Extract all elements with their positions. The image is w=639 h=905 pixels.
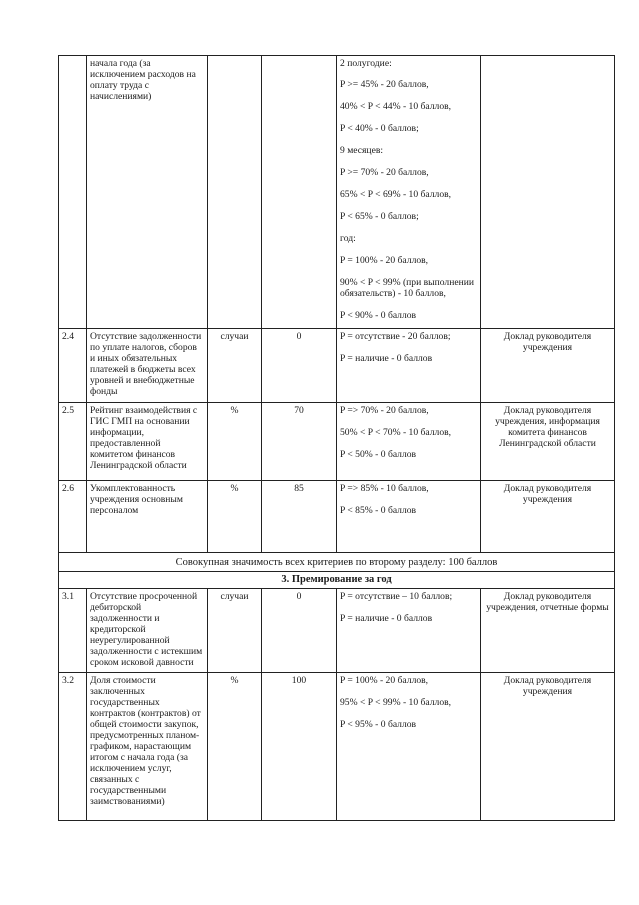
section-header-row xyxy=(59,572,615,589)
criteria-line: P >= 70% - 20 баллов, xyxy=(340,167,429,178)
criteria-line: 90% < P < 99% (при выполнении обязательств) - 10 баллов, xyxy=(340,277,474,299)
criteria-table xyxy=(58,55,615,821)
criterion-name: Отсутствие задолженности по уплате налогов, сборов и иных обязательных платежей в бюджеты всех уровней и внебюджетные фонды xyxy=(87,329,208,403)
weight-cell xyxy=(262,56,337,329)
criteria-line: 9 месяцев: xyxy=(340,145,384,156)
criterion-name: Доля стоимости заключенных государственных контрактов (контрактов) от общей стоимости закупок, предусмотренных планом-графиком, нарастающим итогом с начала года (за исключением услуг, связанных с государственными заимствованиями) xyxy=(87,673,208,821)
unit-cell: % xyxy=(208,673,262,821)
criteria-line: 50% < P < 70% - 10 баллов, xyxy=(340,427,452,438)
weight-cell: 0 xyxy=(262,589,337,673)
criteria-cell xyxy=(337,56,481,329)
criterion-name: Рейтинг взаимодействия с ГИС ГМП на основании информации, предоставленной комитетом финансов Ленинградской области xyxy=(87,403,208,481)
criteria-cell xyxy=(337,403,481,481)
criteria-line: год: xyxy=(340,233,356,244)
unit-cell xyxy=(208,56,262,329)
unit-cell: % xyxy=(208,403,262,481)
source-cell: Доклад руководителя учреждения xyxy=(481,673,615,821)
criteria-line: P = наличие - 0 баллов xyxy=(340,613,433,624)
criteria-line: P => 85% - 10 баллов, xyxy=(340,483,429,494)
source-cell: Доклад руководителя учреждения, отчетные формы xyxy=(481,589,615,673)
criteria-line: 40% < P < 44% - 10 баллов, xyxy=(340,101,452,112)
criteria-cell xyxy=(337,329,481,403)
weight-cell: 85 xyxy=(262,481,337,553)
unit-cell: случаи xyxy=(208,329,262,403)
weight-cell: 100 xyxy=(262,673,337,821)
table-row xyxy=(59,56,615,329)
criterion-name: Отсутствие просроченной дебиторской задолженности и кредиторской неурегулированной задолженности с истекшим сроком исковой давности xyxy=(87,589,208,673)
row-number: 2.4 xyxy=(59,329,87,403)
table-row xyxy=(59,673,615,821)
section-title: 3. Премирование за год xyxy=(59,572,615,589)
criteria-line: P = наличие - 0 баллов xyxy=(340,353,433,364)
row-number: 2.5 xyxy=(59,403,87,481)
source-cell: Доклад руководителя учреждения xyxy=(481,329,615,403)
criteria-line: 95% < P < 99% - 10 баллов, xyxy=(340,697,452,708)
criteria-line: P = отсутствие – 10 баллов; xyxy=(340,591,453,602)
row-number xyxy=(59,56,87,329)
unit-cell: случаи xyxy=(208,589,262,673)
source-cell: Доклад руководителя учреждения, информация комитета финансов Ленинградской области xyxy=(481,403,615,481)
criteria-line: P < 50% - 0 баллов xyxy=(340,449,417,460)
criteria-line: P = 100% - 20 баллов, xyxy=(340,675,429,686)
source-cell: Доклад руководителя учреждения xyxy=(481,481,615,553)
criterion-name: Укомплектованность учреждения основным персоналом xyxy=(87,481,208,553)
weight-cell: 0 xyxy=(262,329,337,403)
criteria-cell xyxy=(337,673,481,821)
criteria-line: P < 85% - 0 баллов xyxy=(340,505,417,516)
criterion-name: начала года (за исключением расходов на оплату труда с начислениями) xyxy=(87,56,208,329)
criteria-line: P = отсутствие - 20 баллов; xyxy=(340,331,451,342)
criteria-line: P = 100% - 20 баллов, xyxy=(340,255,429,266)
section-summary: Совокупная значимость всех критериев по второму разделу: 100 баллов xyxy=(59,553,615,572)
row-number: 3.1 xyxy=(59,589,87,673)
weight-cell: 70 xyxy=(262,403,337,481)
unit-cell: % xyxy=(208,481,262,553)
criteria-line: P < 95% - 0 баллов xyxy=(340,719,417,730)
criteria-line: 2 полугодие: xyxy=(340,58,392,69)
row-number: 3.2 xyxy=(59,673,87,821)
table-row xyxy=(59,329,615,403)
criteria-line: 65% < P < 69% - 10 баллов, xyxy=(340,189,452,200)
table-row xyxy=(59,403,615,481)
criteria-line: P >= 45% - 20 баллов, xyxy=(340,79,429,90)
criteria-line: P < 65% - 0 баллов; xyxy=(340,211,419,222)
criteria-line: P < 40% - 0 баллов; xyxy=(340,123,419,134)
criteria-line: P < 90% - 0 баллов xyxy=(340,310,417,321)
criteria-cell xyxy=(337,589,481,673)
criteria-cell xyxy=(337,481,481,553)
table-row xyxy=(59,481,615,553)
row-number: 2.6 xyxy=(59,481,87,553)
summary-row xyxy=(59,553,615,572)
criteria-line: P => 70% - 20 баллов, xyxy=(340,405,429,416)
source-cell xyxy=(481,56,615,329)
table-row xyxy=(59,589,615,673)
